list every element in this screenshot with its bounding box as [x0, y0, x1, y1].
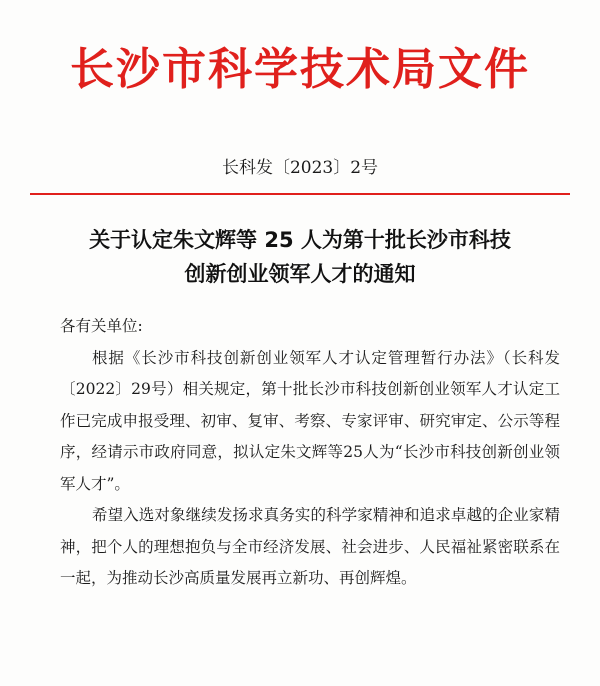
issuing-authority-title: 长沙市科学技术局文件: [70, 44, 530, 95]
notice-title-line-1: 关于认定朱文辉等 25 人为第十批长沙市科技: [89, 228, 511, 252]
red-divider-line: [30, 193, 570, 195]
salutation: 各有关单位:: [60, 317, 143, 335]
paragraph-2: 希望入选对象继续发扬求真务实的科学家精神和追求卓越的企业家精神，把个人的理想抱负与全市经济发展、社会进步、人民福祉紧密联系在一起，为推动长沙高质量发展再立新功、再创辉煌。: [60, 506, 560, 587]
notice-title-line-2: 创新创业领军人才的通知: [184, 262, 416, 286]
notice-title: [40, 223, 560, 291]
document-number: 长科发〔2023〕2号: [221, 158, 379, 178]
notice-body: [60, 311, 560, 595]
paragraph-1: 根据《长沙市科技创新创业领军人才认定管理暂行办法》（长科发〔2022〕29号）相关规定，第十批长沙市科技创新创业领军人才认定工作已完成申报受理、初审、复审、考察、专家评审、研究审定、公示等程序，经请示市政府同意，拟认定朱文辉等25人为“长沙市科技创新创业领军人才”。: [60, 348, 560, 493]
